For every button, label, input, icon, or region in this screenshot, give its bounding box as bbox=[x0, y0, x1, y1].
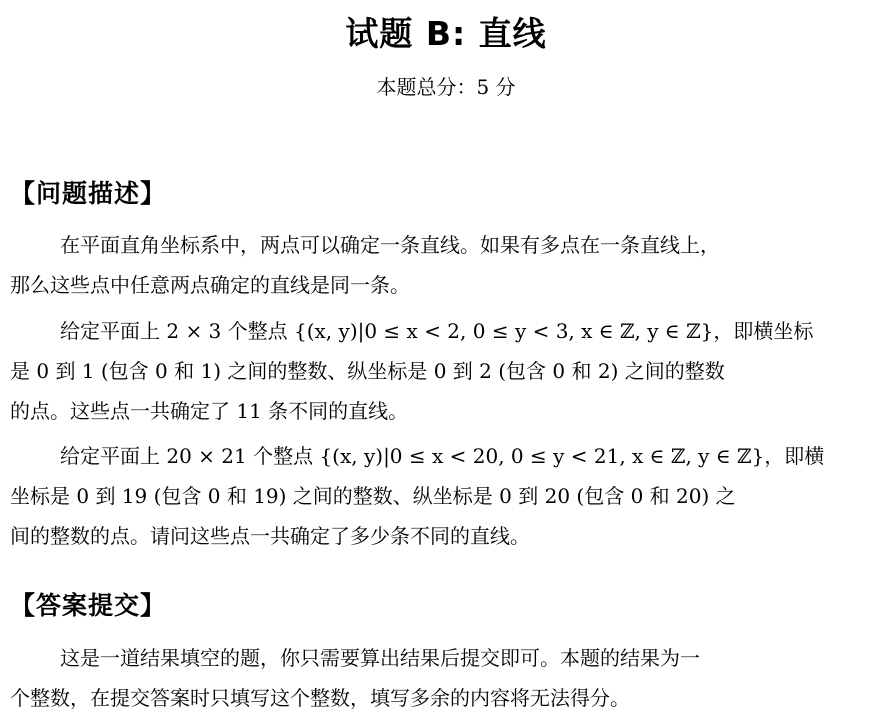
paragraph-line: 是 0 到 1 (包含 0 和 1) 之间的整数、纵坐标是 0 到 2 (包含 0 和 2) 之间的整数 bbox=[10, 359, 725, 383]
problem-description-heading: 【问题描述】 bbox=[10, 179, 167, 208]
paragraph-line: 那么这些点中任意两点确定的直线是同一条。 bbox=[10, 273, 410, 297]
problem-paragraph-2 bbox=[10, 311, 882, 431]
paragraph-line: 给定平面上 2 × 3 个整点 {(x, y)|0 ≤ x < 2, 0 ≤ y < 3, x ∈ ℤ, y ∈ ℤ}，即横坐标 bbox=[60, 319, 814, 343]
paragraph-line: 个整数，在提交答案时只填写这个整数，填写多余的内容将无法得分。 bbox=[10, 686, 630, 710]
paragraph-line: 这是一道结果填空的题，你只需要算出结果后提交即可。本题的结果为一 bbox=[60, 646, 700, 670]
paragraph-line: 在平面直角坐标系中，两点可以确定一条直线。如果有多点在一条直线上， bbox=[60, 233, 720, 257]
paragraph-line: 的点。这些点一共确定了 11 条不同的直线。 bbox=[10, 399, 409, 423]
answer-submission-heading: 【答案提交】 bbox=[10, 591, 167, 620]
paragraph-line: 间的整数的点。请问这些点一共确定了多少条不同的直线。 bbox=[10, 524, 530, 548]
problem-paragraph-3 bbox=[10, 436, 882, 556]
problem-paragraph-1 bbox=[10, 225, 882, 305]
total-score: 本题总分：5 分 bbox=[376, 75, 516, 99]
answer-paragraph bbox=[10, 638, 882, 718]
paragraph-line: 坐标是 0 到 19 (包含 0 和 19) 之间的整数、纵坐标是 0 到 20 (包含 0 和 20) 之 bbox=[10, 484, 736, 508]
problem-title: 试题 B: 直线 bbox=[345, 14, 547, 53]
paragraph-line: 给定平面上 20 × 21 个整点 {(x, y)|0 ≤ x < 20, 0 ≤ y < 21, x ∈ ℤ, y ∈ ℤ}，即横 bbox=[60, 444, 825, 468]
